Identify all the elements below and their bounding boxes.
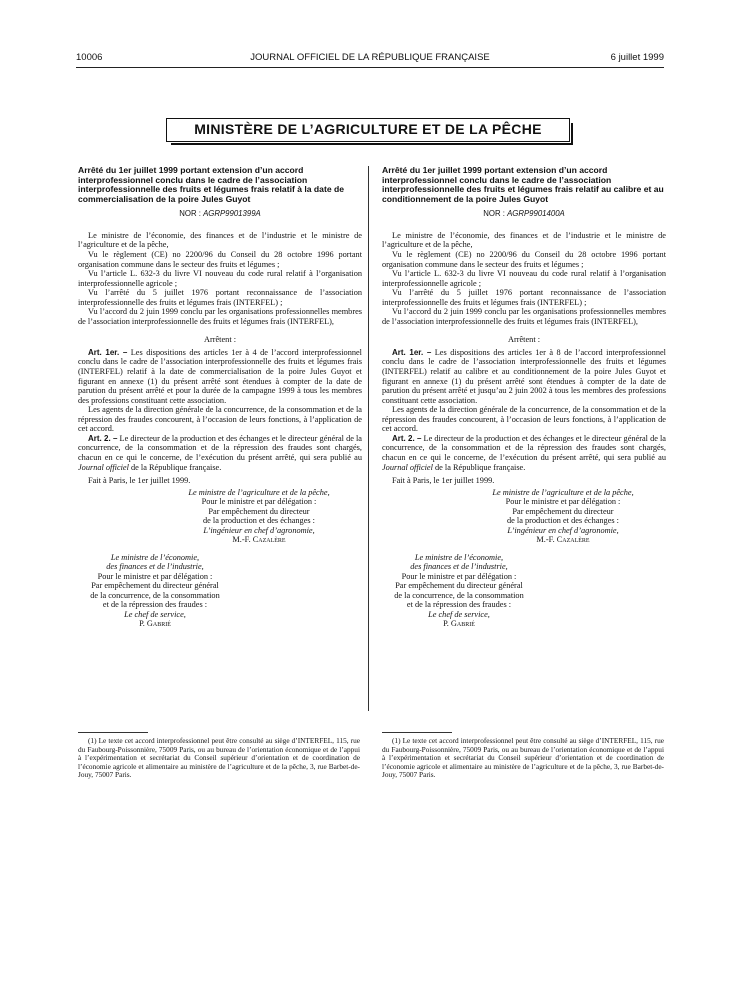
article-2 [382, 434, 666, 472]
signature-economy [382, 553, 666, 629]
column-divider [368, 166, 369, 711]
journal-reference: Journal officiel [78, 462, 129, 472]
signature-line: Le ministre de l’agriculture et de la pêche, [492, 487, 634, 497]
article-label: Art. 2. – [88, 433, 118, 443]
journal-title: JOURNAL OFFICIEL DE LA RÉPUBLIQUE FRANÇAISE [250, 52, 490, 63]
signature-line: Par empêchement du directeur général [395, 581, 523, 591]
signature-agriculture [78, 488, 362, 545]
nor-label: NOR : [483, 209, 508, 219]
signature-line: L’ingénieur en chef d’agronomie, [507, 525, 619, 535]
signature-line: Le chef de service, [428, 609, 490, 619]
article-1-paragraph-2: Les agents de la direction générale de la concurrence, de la consommation et de la répression des fraudes concourent, à l’occasion de leurs fonctions, à l’application de cet accord. [382, 405, 666, 434]
issue-date: 6 juillet 1999 [610, 52, 664, 63]
preamble-paragraph: Vu le règlement (CE) no 2200/96 du Conseil du 28 octobre 1996 portant organisation commune dans le secteur des fruits et légumes ; [382, 250, 666, 269]
signature-line: Par empêchement du directeur [208, 506, 310, 516]
footnote-text: (1) Le texte cet accord interprofessionnel peut être consulté au siège d’INTERFEL, 115, rue du Faubourg-Poissonnière, 75009 Paris, ou au bureau de l’orientation économique et de l’appui à l’expérimentation et secrétariat du Conseil supérieur d’orientation et de coordination de l’économie agricole et alimentaire au ministère de l’agriculture et de la pêche, 3, rue Barbet-de-Jouy, 75007 Paris. [382, 736, 664, 780]
signatory-name: P. Gabrié [443, 619, 475, 629]
signature-line: Pour le ministre et par délégation : [201, 497, 317, 507]
decree-title: Arrêté du 1er juillet 1999 portant extension d’un accord interprofessionnel conclu dans le cadre de l’association interprofessionnelle des fruits et légumes frais relatif à la date de commercialisation de la poire Jules Guyot [78, 165, 345, 204]
signature-line: et de la répression des fraudes : [406, 600, 512, 610]
article-text: de la République française. [432, 462, 526, 472]
signature-line: de la concurrence, de la consommation [394, 590, 524, 600]
signature-line: Par empêchement du directeur général [91, 581, 219, 591]
preamble-paragraph: Le ministre de l’économie, des finances et de l’industrie et le ministre de l’agriculture et de la pêche, [78, 230, 362, 250]
preamble-paragraph: Vu l’arrêté du 5 juillet 1976 portant reconnaissance de l’association interprofessionnelle des fruits et légumes frais (INTERFEL) ; [78, 288, 362, 307]
preamble-paragraph: Le ministre de l’économie, des finances et de l’industrie et le ministre de l’agriculture et de la pêche, [382, 230, 666, 250]
signature-line: Pour le ministre et par délégation : [97, 571, 213, 581]
signature-line: Le chef de service, [124, 609, 186, 619]
article-label: Art. 1er. – [392, 347, 432, 357]
preamble-paragraph: Vu l’article L. 632-3 du livre VI nouveau du code rural relatif à l’organisation interprofessionnelle agricole ; [78, 269, 362, 288]
article-2 [78, 434, 362, 472]
signing-place-date: Fait à Paris, le 1er juillet 1999. [392, 476, 495, 486]
preamble-paragraph: Vu l’accord du 2 juin 1999 conclu par les organisations professionnelles membres de l’association interprofessionnelle des fruits et légumes frais (INTERFEL), [78, 307, 362, 326]
footnote-rule [78, 732, 148, 733]
preamble-paragraph: Vu le règlement (CE) no 2200/96 du Conseil du 28 octobre 1996 portant organisation commune dans le secteur des fruits et légumes ; [78, 250, 362, 269]
page-header [76, 52, 664, 66]
decree-right [382, 166, 666, 629]
signature-line: Le ministre de l’économie, [414, 552, 504, 562]
signature-line: de la production et des échanges : [507, 516, 619, 526]
signatory-name: M.-F. Cazalère [536, 535, 590, 545]
signing-place-date: Fait à Paris, le 1er juillet 1999. [88, 476, 191, 486]
signature-economy [78, 553, 362, 629]
signature-line: Pour le ministre et par délégation : [505, 497, 621, 507]
signature-line: et de la répression des fraudes : [102, 600, 208, 610]
footnote-text: (1) Le texte cet accord interprofessionnel peut être consulté au siège d’INTERFEL, 115, rue du Faubourg-Poissonnière, 75009 Paris, ou au bureau de l’orientation économique et de l’appui à l’expérimentation et secrétariat du Conseil supérieur d’orientation et de coordination de l’économie agricole et alimentaire au ministère de l’agriculture et de la pêche, 3, rue Barbet-de-Jouy, 75007 Paris. [78, 736, 360, 780]
nor-code: AGRP9901400A [507, 209, 565, 219]
nor-code: AGRP9901399A [203, 209, 261, 219]
arretent-heading: Arrêtent : [507, 335, 541, 345]
ministry-heading: MINISTÈRE DE L’AGRICULTURE ET DE LA PÊCHE [166, 118, 570, 142]
signature-line: de la production et des échanges : [203, 516, 315, 526]
signature-line: Par empêchement du directeur [512, 506, 614, 516]
signatory-name: M.-F. Cazalère [232, 535, 286, 545]
signature-line: des finances et de l’industrie, [106, 562, 204, 572]
nor-label: NOR : [179, 209, 204, 219]
footnote [78, 737, 360, 780]
article-text: Le directeur de la production et des échanges et le directeur général de la concurrence, de la consommation et de la répression des fraudes sont chargés, chacun en ce qui le concerne, de l’exécution du présent arrêté, qui sera publié au [78, 433, 362, 462]
page-number: 10006 [76, 52, 103, 63]
signature-line: des finances et de l’industrie, [410, 562, 508, 572]
article-text: Les dispositions des articles 1er à 8 de l’accord interprofessionnel conclu dans le cadre de l’association interprofessionnelle des fruits et légumes (INTERFEL) relatif au calibre et au conditionnement de la poire Jules Guyot et figurant en annexe (1) du présent arrêté sont étendues à compter de la date de parution du présent arrêté et jusqu’au 2 juin 2002 à tous les membres des professions constituant cette association. [382, 347, 666, 405]
signature-line: L’ingénieur en chef d’agronomie, [203, 525, 315, 535]
article-text: Les dispositions des articles 1er à 4 de l’accord interprofessionnel conclu dans le cadre de l’association interprofessionnelle des fruits et légumes frais (INTERFEL) relatif à la date de commercialisation de la poire Jules Guyot et figurant en annexe (1) du présent arrêté sont étendues à compter de la date de parution du présent arrêté et pour la durée de la campagne 1999 à tous les membres des professions constituant cette association. [78, 347, 362, 405]
article-text: de la République française. [128, 462, 222, 472]
arretent-heading: Arrêtent : [203, 335, 237, 345]
preamble-paragraph: Vu l’article L. 632-3 du livre VI nouveau du code rural relatif à l’organisation interprofessionnelle agricole ; [382, 269, 666, 288]
decree-left [78, 166, 362, 629]
footnote [382, 737, 664, 780]
signature-line: Le ministre de l’agriculture et de la pêche, [188, 487, 330, 497]
article-1 [382, 348, 666, 405]
article-1 [78, 348, 362, 405]
article-text: Le directeur de la production et des échanges et le directeur général de la concurrence, de la consommation et de la répression des fraudes sont chargés, chacun en ce qui le concerne, de l’exécution du présent arrêté, qui sera publié au [382, 433, 666, 462]
signature-line: Le ministre de l’économie, [110, 552, 200, 562]
nor-reference [382, 209, 666, 219]
header-rule [76, 67, 664, 68]
decree-title: Arrêté du 1er juillet 1999 portant extension d’un accord interprofessionnel conclu dans le cadre de l’association interprofessionnelle des fruits et légumes frais relatif au calibre et au conditionnement de la poire Jules Guyot [382, 165, 664, 204]
signature-line: Pour le ministre et par délégation : [401, 571, 517, 581]
article-1-paragraph-2: Les agents de la direction générale de la concurrence, de la consommation et de la répression des fraudes concourent, à l’occasion de leurs fonctions, à l’application de cet accord. [78, 405, 362, 434]
signature-agriculture [382, 488, 666, 545]
article-label: Art. 1er. – [88, 347, 128, 357]
signature-line: de la concurrence, de la consommation [90, 590, 220, 600]
journal-reference: Journal officiel [382, 462, 433, 472]
footnote-rule [382, 732, 452, 733]
preamble-paragraph: Vu l’arrêté du 5 juillet 1976 portant reconnaissance de l’association interprofessionnelle des fruits et légumes frais (INTERFEL) ; [382, 288, 666, 307]
preamble-paragraph: Vu l’accord du 2 juin 1999 conclu par les organisations professionnelles membres de l’association interprofessionnelle des fruits et légumes frais (INTERFEL), [382, 307, 666, 326]
signatory-name: P. Gabrié [139, 619, 171, 629]
article-label: Art. 2. – [392, 433, 422, 443]
nor-reference [78, 209, 362, 219]
